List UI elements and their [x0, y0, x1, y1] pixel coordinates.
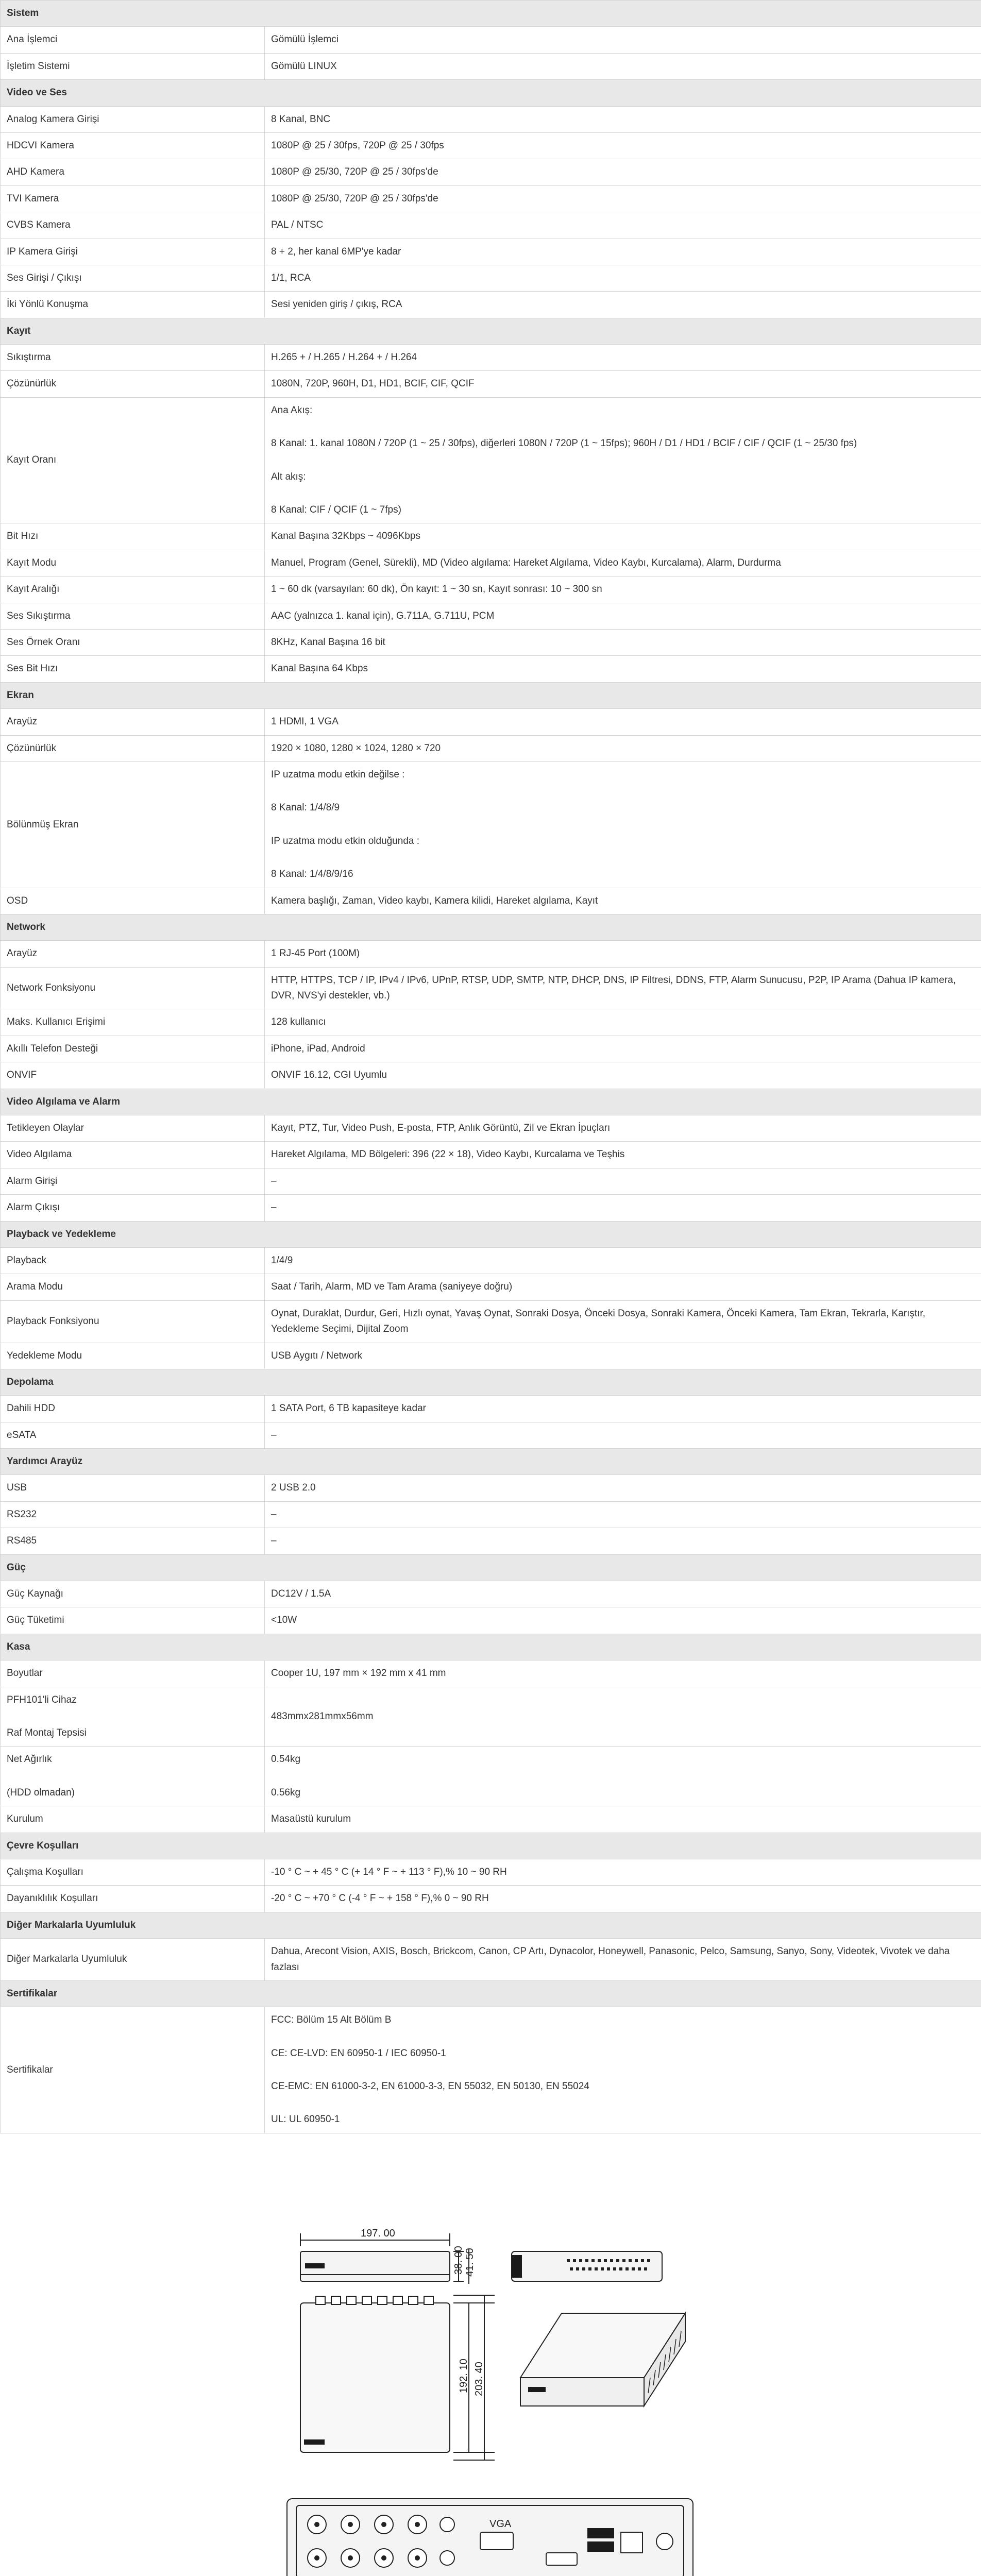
spec-value-line: 1080P @ 25/30, 720P @ 25 / 30fps'de [271, 193, 438, 204]
spec-label: Kurulum [1, 1806, 265, 1833]
spec-value-line: 8 Kanal: CIF / QCIF (1 ~ 7fps) [271, 504, 401, 516]
spec-value [265, 1859, 981, 1885]
spec-row [1, 735, 981, 761]
spec-row [1, 265, 981, 291]
spec-label: Arayüz [1, 941, 265, 967]
spec-label: Çalışma Koşulları [1, 1859, 265, 1885]
spec-value-line: 1 HDMI, 1 VGA [271, 716, 339, 727]
spec-row [1, 1607, 981, 1634]
spec-row [1, 1528, 981, 1554]
spec-row [1, 1886, 981, 1912]
spec-value-line: Gömülü LINUX [271, 60, 337, 72]
spec-value [265, 1115, 981, 1142]
spec-value-line: 8 Kanal: 1/4/8/9 [271, 802, 340, 814]
spec-value [265, 1660, 981, 1687]
section-header-row [1, 1221, 981, 1247]
spec-value [265, 1396, 981, 1422]
spec-value [265, 1607, 981, 1634]
spec-value-line: – [271, 1509, 277, 1520]
spec-value-line: Kamera başlığı, Zaman, Video kaybı, Kamera kilidi, Hareket algılama, Kayıt [271, 895, 598, 906]
spec-value-line: – [271, 1175, 277, 1187]
spec-row [1, 1747, 981, 1806]
spec-row [1, 1009, 981, 1036]
spec-value-line: Oynat, Duraklat, Durdur, Geri, Hızlı oynat, Yavaş Oynat, Sonraki Dosya, Önceki Dosya, Sonraki Kamera, Önceki Kamera, Tam Ekran, Tekrarla, Karıştır, Yedekleme Seçimi, Dijital Zoom [271, 1308, 925, 1335]
spec-value [265, 265, 981, 291]
section-title: Kayıt [1, 318, 981, 344]
section-title: Güç [1, 1554, 981, 1581]
section-header-row [1, 1, 981, 27]
spec-value [265, 1422, 981, 1448]
spec-value [265, 1806, 981, 1833]
spec-value-line: 8KHz, Kanal Başına 16 bit [271, 636, 385, 648]
section-title: Sertifikalar [1, 1980, 981, 2007]
spec-row [1, 761, 981, 888]
spec-value-line: 0.54kg [271, 1754, 301, 1765]
spec-value [265, 1528, 981, 1554]
spec-row [1, 709, 981, 735]
spec-value-line: Masaüstü kurulum [271, 1814, 351, 1825]
spec-label: Akıllı Telefon Desteği [1, 1036, 265, 1062]
spec-value-line: Manuel, Program (Genel, Sürekli), MD (Video algılama: Hareket Algılama, Video Kaybı, Kurcalama), Alarm, Durdurma [271, 557, 781, 568]
spec-row [1, 603, 981, 629]
spec-value [265, 629, 981, 655]
width-dimension: 197. 00 [361, 2228, 395, 2239]
spec-value [265, 212, 981, 239]
spec-label: Maks. Kullanıcı Erişimi [1, 1009, 265, 1036]
spec-label: Arama Modu [1, 1274, 265, 1300]
spec-row [1, 1581, 981, 1607]
spec-value-line: Ana Akış: [271, 404, 313, 416]
spec-value [265, 1036, 981, 1062]
spec-value [265, 1274, 981, 1300]
spec-row [1, 1859, 981, 1885]
spec-row [1, 1300, 981, 1343]
spec-row [1, 577, 981, 603]
spec-row [1, 1396, 981, 1422]
spec-value [265, 1581, 981, 1607]
rear-view-drawing [287, 2499, 693, 2576]
spec-row [1, 53, 981, 79]
spec-value-line: Sesi yeniden giriş / çıkış, RCA [271, 299, 402, 310]
spec-row [1, 523, 981, 550]
spec-value [265, 1195, 981, 1221]
spec-label: IP Kamera Girişi [1, 239, 265, 265]
spec-label: OSD [1, 888, 265, 914]
spec-value-line: – [271, 1429, 277, 1440]
spec-label: Bölünmüş Ekran [1, 761, 265, 888]
spec-value [265, 345, 981, 371]
spec-row [1, 27, 981, 53]
spec-value-line: 1 ~ 60 dk (varsayılan: 60 dk), Ön kayıt: 1 ~ 30 sn, Kayıt sonrası: 10 ~ 300 sn [271, 584, 602, 595]
depth-dimension-1: 192. 10 [458, 2359, 469, 2393]
spec-row [1, 1501, 981, 1528]
spec-value-line: ONVIF 16.12, CGI Uyumlu [271, 1070, 387, 1081]
spec-value-line: Hareket Algılama, MD Bölgeleri: 396 (22 × 18), Video Kaybı, Kurcalama ve Teşhis [271, 1149, 625, 1160]
spec-row [1, 1274, 981, 1300]
spec-label: RS485 [1, 1528, 265, 1554]
spec-row [1, 1475, 981, 1501]
spec-label: Dayanıklılık Koşulları [1, 1886, 265, 1912]
spec-value [265, 292, 981, 318]
spec-value [265, 709, 981, 735]
section-header-row [1, 80, 981, 106]
spec-label: Ses Bit Hızı [1, 656, 265, 682]
spec-value-line: 1/1, RCA [271, 272, 311, 283]
spec-label [1, 1687, 265, 1747]
spec-label: Boyutlar [1, 1660, 265, 1687]
spec-label: Kayıt Aralığı [1, 577, 265, 603]
spec-value [265, 132, 981, 159]
spec-value [265, 1009, 981, 1036]
spec-value-line: CE: CE-LVD: EN 60950-1 / IEC 60950-1 [271, 2047, 446, 2059]
spec-value [265, 735, 981, 761]
section-header-row [1, 1369, 981, 1395]
spec-label: HDCVI Kamera [1, 132, 265, 159]
spec-row [1, 371, 981, 397]
spec-value-line: 0.56kg [271, 1787, 301, 1798]
spec-value-line: 8 Kanal: 1. kanal 1080N / 720P (1 ~ 25 / 30fps), diğerleri 1080N / 720P (1 ~ 15fps); 960H / D1 / HD1 / BCIF / CIF / QCIF (1 ~ 25/30 fps) [271, 438, 857, 449]
section-header-row [1, 1912, 981, 1938]
spec-value [265, 53, 981, 79]
spec-value-line: -20 ° C ~ +70 ° C (-4 ° F ~ + 158 ° F),% 0 ~ 90 RH [271, 1893, 489, 1904]
spec-label: İşletim Sistemi [1, 53, 265, 79]
section-header-row [1, 318, 981, 344]
section-title: Depolama [1, 1369, 981, 1395]
spec-row [1, 239, 981, 265]
front-view-drawing [300, 2233, 469, 2284]
spec-label: Arayüz [1, 709, 265, 735]
spec-value-line: FCC: Bölüm 15 Alt Bölüm B [271, 2014, 392, 2026]
spec-value-line: 1080N, 720P, 960H, D1, HD1, BCIF, CIF, QCIF [271, 378, 475, 389]
spec-value [265, 1939, 981, 1981]
section-header-row [1, 1449, 981, 1475]
side-view-drawing [512, 2251, 662, 2281]
section-header-row [1, 1634, 981, 1660]
spec-label: Bit Hızı [1, 523, 265, 550]
spec-value [265, 185, 981, 212]
spec-value-line: 1080P @ 25/30, 720P @ 25 / 30fps'de [271, 166, 438, 178]
spec-label: USB [1, 1475, 265, 1501]
spec-label: Ana İşlemci [1, 27, 265, 53]
spec-value-line: Gömülü İşlemci [271, 34, 339, 45]
spec-label: Network Fonksiyonu [1, 967, 265, 1009]
spec-value [265, 1142, 981, 1168]
spec-value [265, 656, 981, 682]
spec-label: İki Yönlü Konuşma [1, 292, 265, 318]
spec-value-line: 128 kullanıcı [271, 1016, 326, 1028]
spec-value-line: -10 ° C ~ + 45 ° C (+ 14 ° F ~ + 113 ° F),% 10 ~ 90 RH [271, 1866, 507, 1877]
section-title: Çevre Koşulları [1, 1833, 981, 1859]
spec-row [1, 132, 981, 159]
spec-value-line: 8 + 2, her kanal 6MP'ye kadar [271, 246, 401, 257]
spec-value [265, 1687, 981, 1747]
section-title: Network [1, 914, 981, 940]
spec-value [265, 967, 981, 1009]
spec-value-line: Saat / Tarih, Alarm, MD ve Tam Arama (saniyeye doğru) [271, 1281, 513, 1293]
spec-row [1, 345, 981, 371]
spec-row [1, 1687, 981, 1747]
spec-label: Analog Kamera Girişi [1, 106, 265, 132]
spec-value [265, 2007, 981, 2133]
spec-label: Kayıt Modu [1, 550, 265, 576]
spec-label-line: Raf Montaj Tepsisi [7, 1727, 87, 1738]
spec-row [1, 1422, 981, 1448]
spec-value-line: H.265 + / H.265 / H.264 + / H.264 [271, 352, 417, 363]
spec-row [1, 1142, 981, 1168]
spec-row [1, 106, 981, 132]
spec-row [1, 292, 981, 318]
technical-drawings [0, 2223, 981, 2576]
spec-label: Güç Tüketimi [1, 1607, 265, 1634]
spec-value [265, 1247, 981, 1274]
spec-value-line: 1 SATA Port, 6 TB kapasiteye kadar [271, 1403, 426, 1414]
spec-label: Alarm Çıkışı [1, 1195, 265, 1221]
spec-value-line: IP uzatma modu etkin değilse : [271, 769, 405, 780]
spec-value [265, 106, 981, 132]
spec-row [1, 1115, 981, 1142]
spec-label: Ses Sıkıştırma [1, 603, 265, 629]
section-title: Video Algılama ve Alarm [1, 1089, 981, 1115]
spec-value-line: HTTP, HTTPS, TCP / IP, IPv4 / IPv6, UPnP, RTSP, UDP, SMTP, NTP, DHCP, DNS, IP Filtresi, DDNS, FTP, Alarm Sunucusu, P2P, IP Arama (Dahua IP kamera, DVR, NVS'yi destekler, vb.) [271, 974, 956, 1002]
spec-row [1, 1806, 981, 1833]
spec-label: Diğer Markalarla Uyumluluk [1, 1939, 265, 1981]
spec-value-line: IP uzatma modu etkin olduğunda : [271, 835, 420, 846]
spec-value-line: 8 Kanal: 1/4/8/9/16 [271, 869, 353, 880]
spec-value [265, 397, 981, 523]
spec-value [265, 239, 981, 265]
section-title: Yardımcı Arayüz [1, 1449, 981, 1475]
section-title: Playback ve Yedekleme [1, 1221, 981, 1247]
section-header-row [1, 1833, 981, 1859]
spec-value [265, 371, 981, 397]
spec-label [1, 1747, 265, 1806]
spec-label: Sertifikalar [1, 2007, 265, 2133]
spec-value-line: Cooper 1U, 197 mm × 192 mm x 41 mm [271, 1668, 446, 1679]
spec-row [1, 1343, 981, 1369]
rear-port-label: VGA [489, 2518, 512, 2530]
spec-row [1, 185, 981, 212]
spec-row [1, 550, 981, 576]
spec-value-line: iPhone, iPad, Android [271, 1043, 365, 1054]
spec-value [265, 1168, 981, 1194]
spec-value-line: 1920 × 1080, 1280 × 1024, 1280 × 720 [271, 742, 441, 754]
spec-row [1, 967, 981, 1009]
spec-row [1, 1247, 981, 1274]
spec-value-line: Dahua, Arecont Vision, AXIS, Bosch, Brickcom, Canon, CP Artı, Dynacolor, Honeywell, Panasonic, Pelco, Samsung, Sanyo, Sony, Videotek, Vivotek ve daha fazlası [271, 1946, 950, 1973]
section-header-row [1, 914, 981, 940]
spec-row [1, 1195, 981, 1221]
spec-value-line: UL: UL 60950-1 [271, 2114, 340, 2125]
spec-label: Video Algılama [1, 1142, 265, 1168]
spec-label: AHD Kamera [1, 159, 265, 185]
spec-row [1, 1660, 981, 1687]
spec-label: Dahili HDD [1, 1396, 265, 1422]
spec-label: Sıkıştırma [1, 345, 265, 371]
spec-value-line: DC12V / 1.5A [271, 1588, 331, 1600]
spec-row [1, 1062, 981, 1089]
spec-label: Kayıt Oranı [1, 397, 265, 523]
spec-label: Ses Girişi / Çıkışı [1, 265, 265, 291]
section-title: Ekran [1, 682, 981, 708]
spec-value-line: Kanal Başına 32Kbps ~ 4096Kbps [271, 531, 420, 542]
spec-row [1, 888, 981, 914]
section-header-row [1, 1980, 981, 2007]
spec-value-line: Alt akış: [271, 471, 306, 482]
spec-value [265, 1475, 981, 1501]
spec-row [1, 212, 981, 239]
spec-label: Playback [1, 1247, 265, 1274]
spec-value [265, 603, 981, 629]
spec-row [1, 2007, 981, 2133]
spec-label: Tetikleyen Olaylar [1, 1115, 265, 1142]
spec-value [265, 1300, 981, 1343]
spec-value-line: 1 RJ-45 Port (100M) [271, 948, 360, 959]
spec-label-line: PFH101'li Cihaz [7, 1694, 77, 1705]
section-header-row [1, 1554, 981, 1581]
spec-row [1, 1168, 981, 1194]
spec-value [265, 1343, 981, 1369]
spec-row [1, 1939, 981, 1981]
spec-value [265, 550, 981, 576]
spec-row [1, 656, 981, 682]
section-title: Video ve Ses [1, 80, 981, 106]
spec-label-line: (HDD olmadan) [7, 1787, 75, 1798]
spec-label: Güç Kaynağı [1, 1581, 265, 1607]
spec-value [265, 523, 981, 550]
spec-label: RS232 [1, 1501, 265, 1528]
spec-value-line: 8 Kanal, BNC [271, 113, 331, 125]
spec-label-line: Net Ağırlık [7, 1754, 52, 1765]
spec-value [265, 577, 981, 603]
spec-value [265, 159, 981, 185]
spec-row [1, 941, 981, 967]
spec-row [1, 1036, 981, 1062]
spec-value-line: CE-EMC: EN 61000-3-2, EN 61000-3-3, EN 55032, EN 50130, EN 55024 [271, 2081, 589, 2092]
spec-value-line: Kayıt, PTZ, Tur, Video Push, E-posta, FTP, Anlık Görüntü, Zil ve Ekran İpuçları [271, 1123, 611, 1134]
spec-value-line: USB Aygıtı / Network [271, 1350, 363, 1361]
spec-value-line: – [271, 1535, 277, 1547]
spec-label: Playback Fonksiyonu [1, 1300, 265, 1343]
height-dimension-2: 41. 50 [464, 2248, 476, 2277]
spec-value [265, 1062, 981, 1089]
section-header-row [1, 682, 981, 708]
spec-value [265, 27, 981, 53]
spec-row [1, 397, 981, 523]
spec-label: ONVIF [1, 1062, 265, 1089]
spec-value [265, 1501, 981, 1528]
spec-value [265, 888, 981, 914]
spec-value [265, 761, 981, 888]
spec-value [265, 1886, 981, 1912]
section-title: Diğer Markalarla Uyumluluk [1, 1912, 981, 1938]
spec-value-line: 1/4/9 [271, 1255, 293, 1266]
spec-value-line: 483mmx281mmx56mm [271, 1710, 374, 1722]
spec-label: Yedekleme Modu [1, 1343, 265, 1369]
spec-row [1, 629, 981, 655]
spec-label: eSATA [1, 1422, 265, 1448]
spec-value-line: 1080P @ 25 / 30fps, 720P @ 25 / 30fps [271, 140, 444, 151]
spec-row [1, 159, 981, 185]
spec-value-line: <10W [271, 1615, 297, 1626]
isometric-view-drawing [520, 2313, 685, 2406]
spec-label: Çözünürlük [1, 735, 265, 761]
spec-value-line: 2 USB 2.0 [271, 1482, 316, 1494]
spec-value-line: Kanal Başına 64 Kbps [271, 663, 368, 674]
spec-value [265, 1747, 981, 1806]
spec-label: Çözünürlük [1, 371, 265, 397]
spec-value [265, 941, 981, 967]
spec-label: CVBS Kamera [1, 212, 265, 239]
spec-value-line: AAC (yalnızca 1. kanal için), G.711A, G.711U, PCM [271, 610, 495, 621]
section-title: Kasa [1, 1634, 981, 1660]
height-dimension-1: 38. 00 [453, 2246, 464, 2275]
spec-value-line: – [271, 1202, 277, 1213]
spec-value-line: PAL / NTSC [271, 219, 324, 231]
depth-dimension-2: 203. 40 [473, 2362, 485, 2396]
section-title: Sistem [1, 1, 981, 27]
section-header-row [1, 1089, 981, 1115]
spec-label: Alarm Girişi [1, 1168, 265, 1194]
spec-label: TVI Kamera [1, 185, 265, 212]
spec-label: Ses Örnek Oranı [1, 629, 265, 655]
